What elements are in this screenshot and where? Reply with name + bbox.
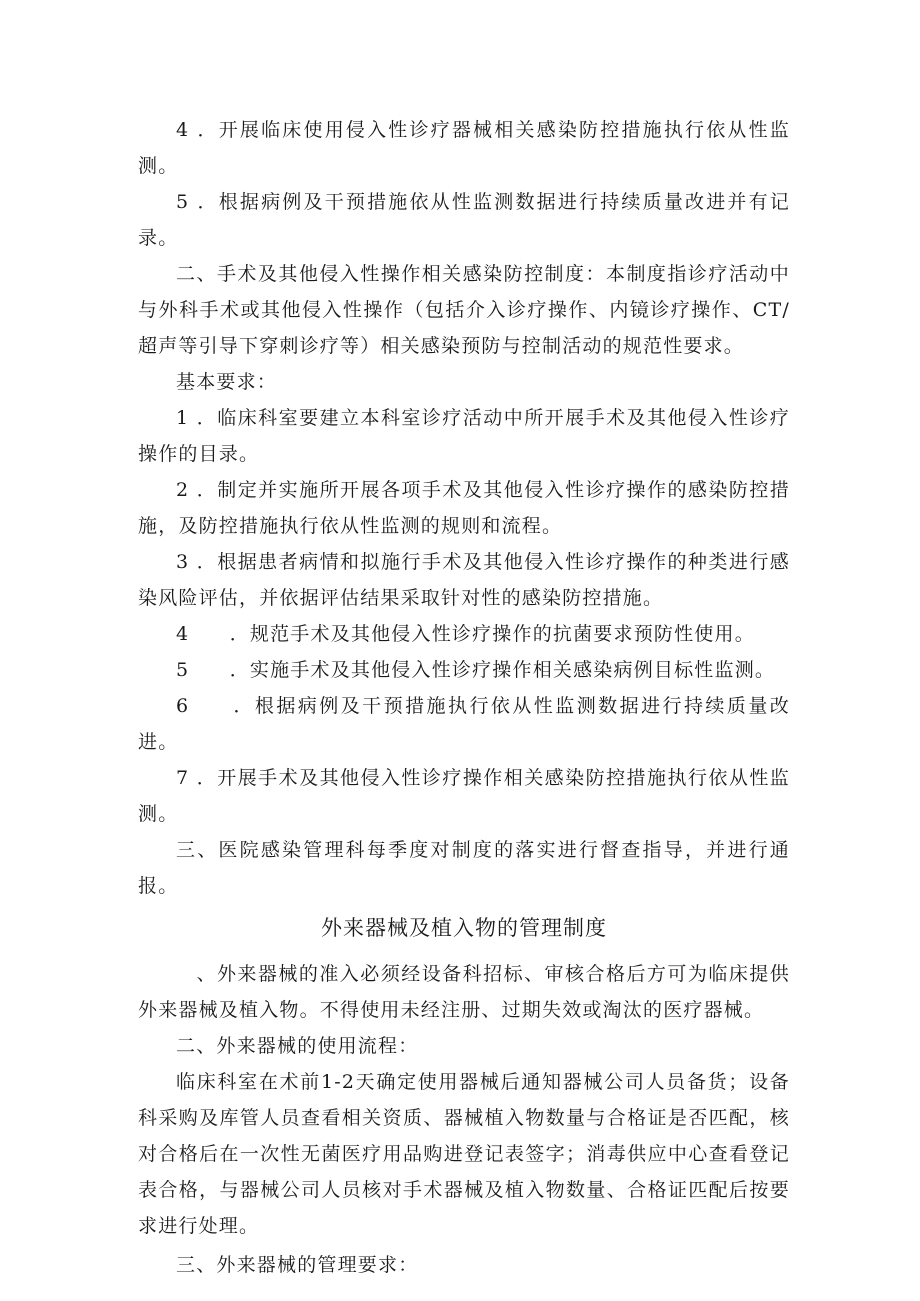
s1-item-4: 4 ．开展临床使用侵入性诊疗器械相关感染防控措施执行依从性监测。 (138, 119, 790, 177)
s2-item-3: 3 ．根据患者病情和拟施行手术及其他侵入性诊疗操作的种类进行感染风险评估，并依据评估结果采取针对性的感染防控措施。 (138, 551, 790, 609)
s2-item-7: 7 ．开展手术及其他侵入性诊疗操作相关感染防控措施执行依从性监测。 (138, 767, 790, 825)
doc2-para2: 临床科室在术前1-2天确定使用器械后通知器械公司人员备货；设备科采购及库管人员查看相关资质、器械植入物数量与合格证是否匹配，核对合格后在一次性无菌医疗用品购进登记表签字；消毒供应中心查看登记表合格，与器械公司人员核对手术器械及植入物数量、合格证匹配后按要求进行处理。 (138, 1071, 790, 1237)
s2-item-1: 1 ．临床科室要建立本科室诊疗活动中所开展手术及其他侵入性诊疗操作的目录。 (138, 407, 790, 465)
s2-basic-label: 基本要求： (176, 371, 278, 393)
s2-item-4: 4 ．规范手术及其他侵入性诊疗操作的抗菌要求预防性使用。 (176, 623, 755, 645)
doc2-title: 外来器械及植入物的管理制度 (321, 916, 607, 940)
s2-item-5: 5 ．实施手术及其他侵入性诊疗操作相关感染病例目标性监测。 (176, 659, 776, 681)
s3-text: 三、医院感染管理科每季度对制度的落实进行督查指导，并进行通报。 (138, 839, 790, 897)
s2-item-6: 6 ．根据病例及干预措施执行依从性监测数据进行持续质量改进。 (138, 695, 790, 753)
doc2-heading2: 二、外来器械的使用流程： (176, 1035, 419, 1057)
s1-item-5: 5 ．根据病例及干预措施依从性监测数据进行持续质量改进并有记录。 (138, 191, 790, 249)
s2-heading: 二、手术及其他侵入性操作相关感染防控制度：本制度指诊疗活动中与外科手术或其他侵入性操作（包括介入诊疗操作、内镜诊疗操作、CT/超声等引导下穿刺诊疗等）相关感染预防与控制活动的规范性要求。 (138, 263, 790, 357)
doc2-para1: 、外来器械的准入必须经设备科招标、审核合格后方可为临床提供外来器械及植入物。不得使用未经注册、过期失效或淘汰的医疗器械。 (138, 963, 790, 1021)
document-page (138, 112, 790, 1283)
s2-item-2: 2 ．制定并实施所开展各项手术及其他侵入性诊疗操作的感染防控措施，及防控措施执行依从性监测的规则和流程。 (138, 479, 790, 537)
doc2-heading3: 三、外来器械的管理要求： (176, 1254, 419, 1276)
